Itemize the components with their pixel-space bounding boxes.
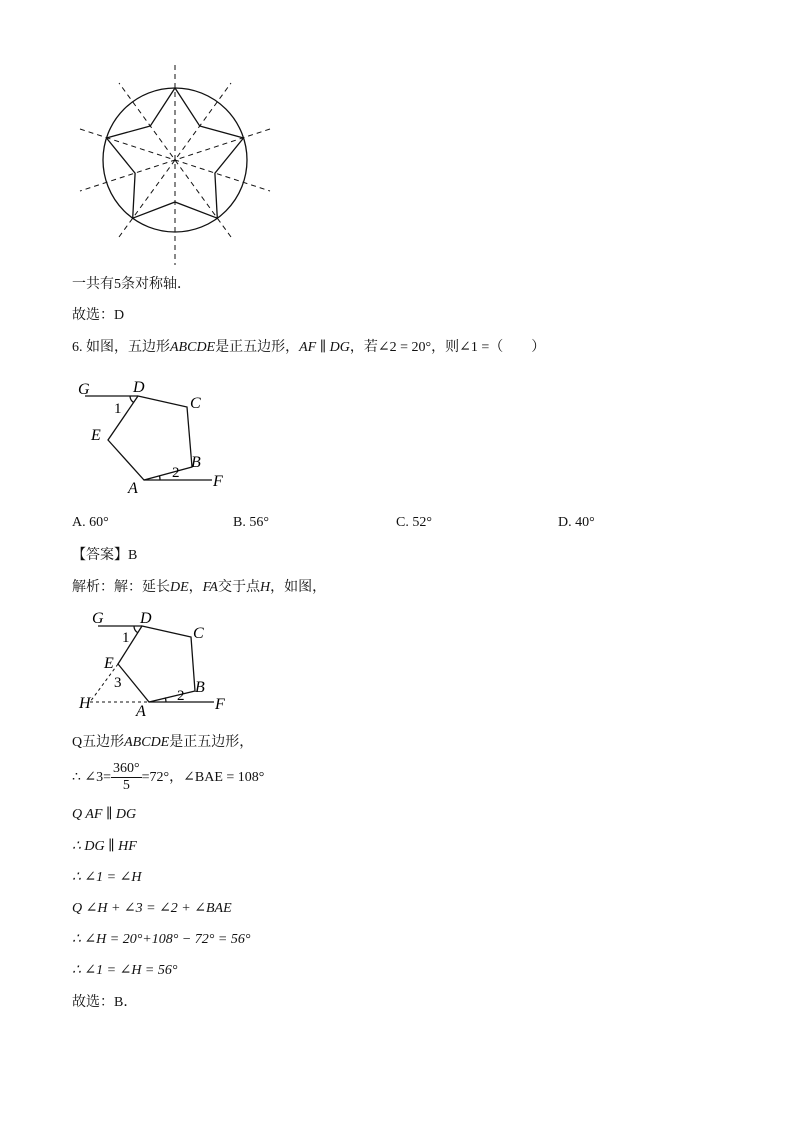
angle-3-label: 3 <box>114 675 122 691</box>
analysis-line-1-text-2: 是正五边形， <box>169 735 254 750</box>
analysis-line-1-text-1: 五边形 <box>82 735 125 750</box>
label-E-2: E <box>104 655 114 672</box>
analysis-intro-text-1: 解析：解：延长 <box>72 580 170 595</box>
analysis-line-7: ∴ ∠H = 20°+108° − 72° = 56° <box>72 932 251 947</box>
label-E: E <box>91 427 101 444</box>
option-c: C. 52° <box>396 515 432 530</box>
fraction-numerator: 360° <box>113 761 140 777</box>
label-C: C <box>190 395 201 412</box>
option-b: B. 56° <box>233 515 269 530</box>
angle-2-label: 2 <box>172 465 180 481</box>
label-B: B <box>191 454 201 471</box>
fraction-denominator: 5 <box>122 778 130 794</box>
answer: 【答案】B <box>72 548 138 563</box>
fraction <box>111 761 142 794</box>
analysis-intro-comma: ， <box>188 580 203 595</box>
previous-answer: 故选：D <box>72 308 125 323</box>
analysis-line-5: ∴ ∠1 = ∠H <box>72 870 142 885</box>
label-F: F <box>213 473 223 490</box>
segment-fa: FA <box>202 580 218 595</box>
analysis-line-2 <box>72 760 264 796</box>
analysis-line-4: ∴ DG ∥ HF <box>72 839 137 854</box>
label-H: H <box>79 695 91 712</box>
analysis-line-6: Q ∠H + ∠3 = ∠2 + ∠BAE <box>72 901 232 916</box>
segment-de: DE <box>170 580 189 595</box>
label-A-2: A <box>136 703 146 720</box>
pentagon-figure <box>70 372 240 497</box>
star-symmetry-figure <box>70 60 280 270</box>
label-G: G <box>78 381 90 398</box>
analysis-line-8: ∴ ∠1 = ∠H = 56° <box>72 963 178 978</box>
label-G-2: G <box>92 610 104 627</box>
question-text-2: 是正五边形， <box>215 340 300 355</box>
analysis-line-3: Q AF ∥ DG <box>72 807 137 822</box>
parallel-condition: AF ∥ DG <box>299 340 350 355</box>
label-D: D <box>133 379 145 396</box>
label-C-2: C <box>193 625 204 642</box>
analysis-line-2-text-2: =72°，∠BAE = 108° <box>141 770 265 785</box>
label-B-2: B <box>195 679 205 696</box>
analysis-line-1 <box>72 734 253 752</box>
analysis-intro-text-2: 交于点 <box>217 580 260 595</box>
analysis-intro <box>72 579 326 597</box>
question-text-1: 如图，五边形 <box>86 340 170 355</box>
question-number: 6. <box>72 340 83 355</box>
pentagon-extended-figure <box>70 606 240 721</box>
symmetry-axes-note: 一共有5条对称轴． <box>72 277 191 292</box>
final-answer: 故选：B． <box>72 995 138 1010</box>
label-D-2: D <box>140 610 152 627</box>
angle-1-label: 1 <box>114 401 122 417</box>
option-d: D. 40° <box>558 515 595 530</box>
angle-2-label-2: 2 <box>177 688 185 704</box>
because-symbol: Q <box>72 735 83 750</box>
pentagon-name: ABCDE <box>170 340 216 355</box>
option-a: A. 60° <box>72 515 109 530</box>
analysis-intro-text-3: ，如图， <box>270 580 327 595</box>
question-6 <box>72 339 545 357</box>
pentagon-name-2: ABCDE <box>124 735 170 750</box>
label-F-2: F <box>215 696 225 713</box>
analysis-line-2-text-1: ∴ ∠3= <box>72 770 112 785</box>
angle-1-label-2: 1 <box>122 630 130 646</box>
label-A: A <box>128 480 138 497</box>
question-text-3: ，若∠2 = 20°，则∠1 =（ ） <box>349 340 546 355</box>
point-h: H <box>259 580 271 595</box>
